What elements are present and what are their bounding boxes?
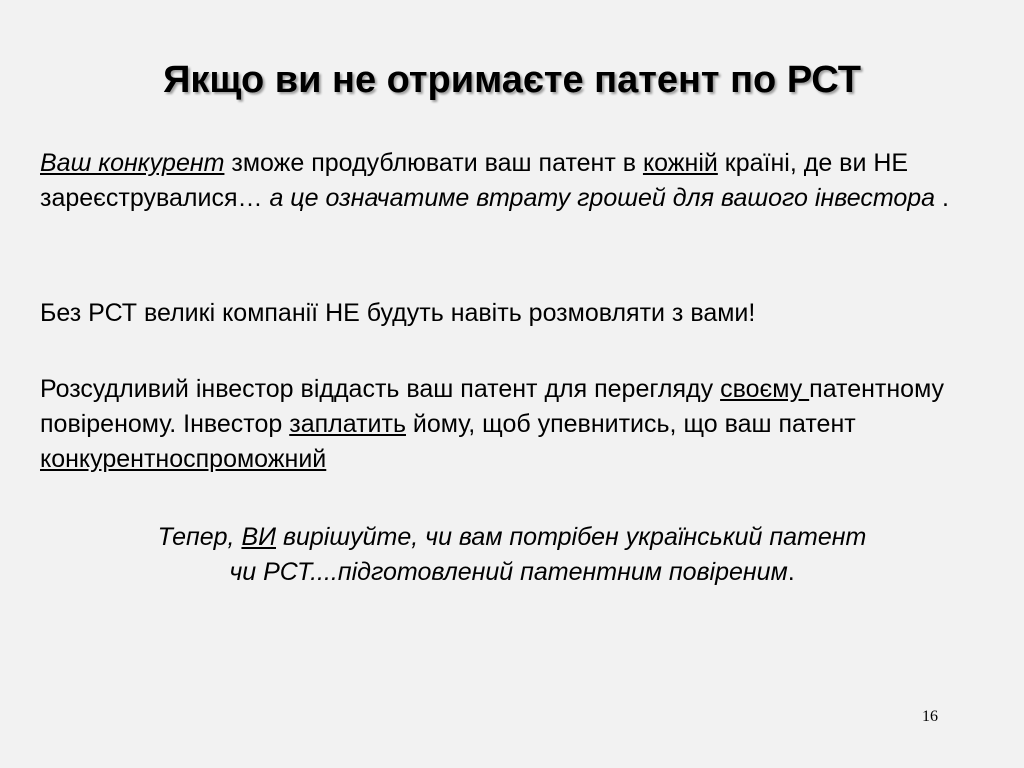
paragraph-conclusion [20,520,1004,590]
text-segment: Тепер, [157,523,242,551]
paragraph-big-companies: Без РСТ великі компанії НЕ будуть навіть розмовляти з вами! [40,299,756,327]
text-segment: чи РСТ....підготовлений патентним повіреним [229,558,788,586]
emphasis-will-pay: заплатить [289,410,406,438]
emphasis-competitive: конкурентноспроможний [40,445,327,473]
text-segment: країні, де ви НЕ зареєструвалися… [40,149,909,212]
paragraph-investor [40,372,990,477]
paragraph-competitor [40,146,990,216]
text-segment: Розсудливий інвестор віддасть ваш патент для перегляду [40,375,721,403]
text-segment: . [787,558,795,586]
emphasis-competitor: Ваш конкурент [40,149,225,177]
text-segment: зможе продублювати ваш патент в [224,149,643,177]
emphasis-you: ВИ [241,523,276,551]
text-segment: вирішуйте, чи вам потрібен український патент [276,523,867,551]
emphasis-every: кожній [642,149,718,177]
text-segment: патентному повіреному. Інвестор [40,375,945,438]
emphasis-money-loss: а це означатиме втрату грошей для вашого інвестора [269,184,936,212]
slide-title: Якщо ви не отримаєте патент по РСТ [163,59,861,101]
emphasis-own: своєму [720,375,810,403]
text-segment: . [935,184,949,212]
page-number: 16 [922,708,938,725]
text-segment: йому, щоб упевнитись, що ваш патент [405,410,856,438]
